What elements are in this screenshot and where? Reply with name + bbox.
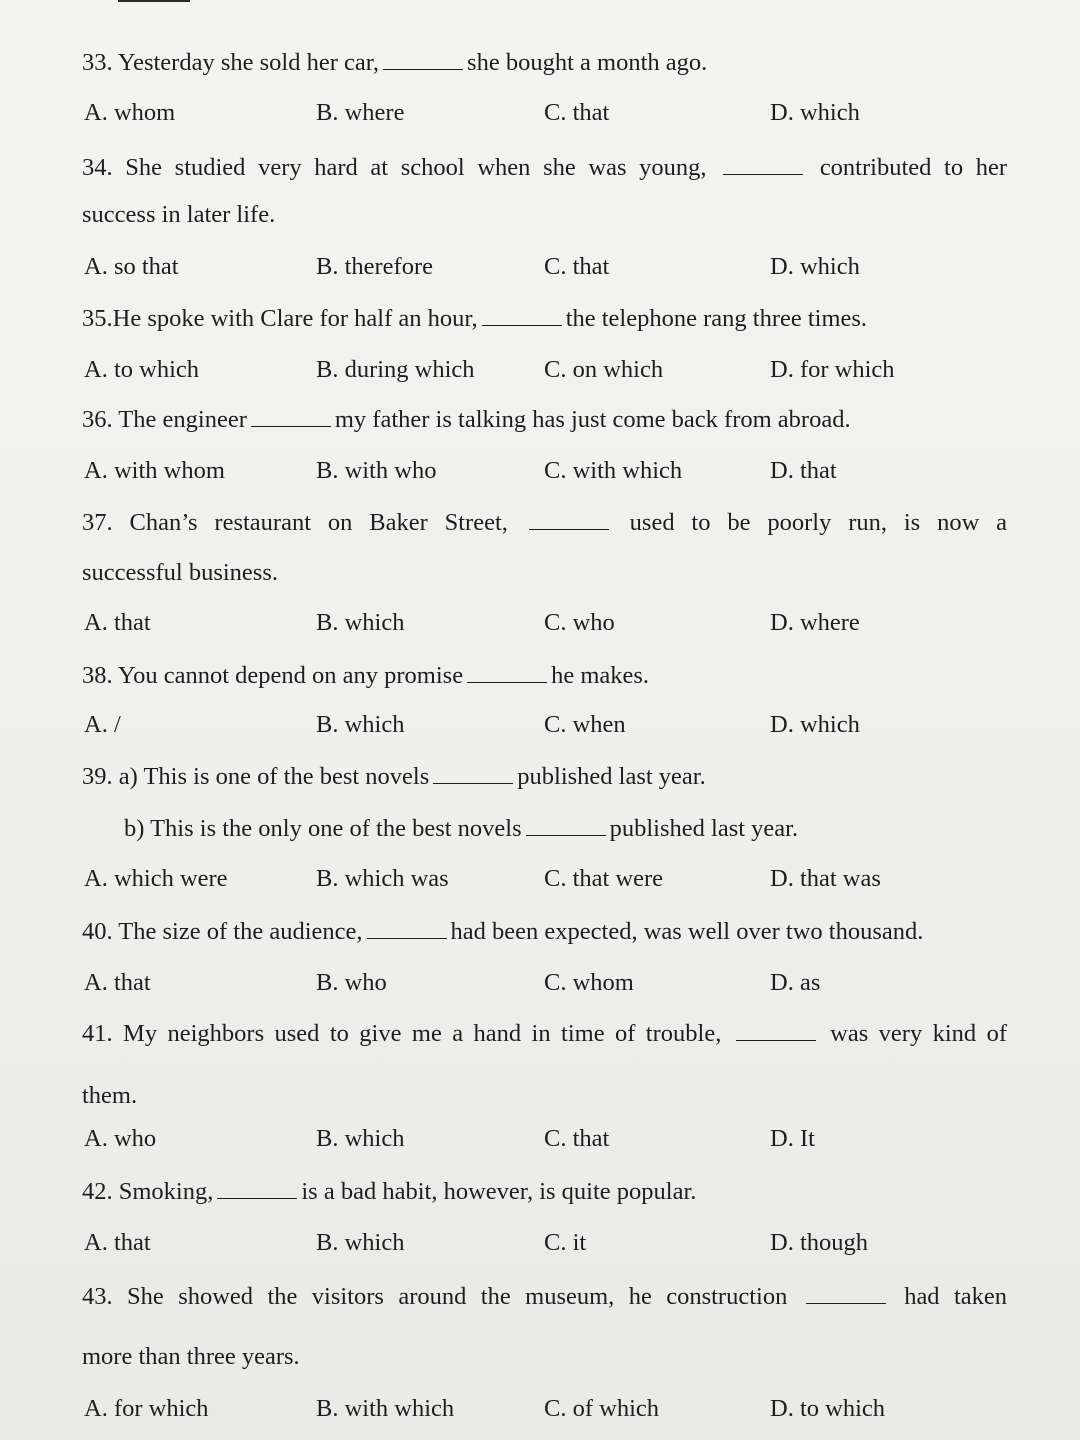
options-37 [82,608,1007,640]
option-c: C. whom [544,969,634,996]
option-d: D. which [770,711,860,738]
option-d: D. for which [770,356,895,383]
question-42 [82,1176,1007,1206]
answer-blank [526,813,606,836]
question-37-continued [82,558,1007,587]
question-text: 34. She studied very hard at school when she was young, [82,154,707,181]
question-text: 35.He spoke with Clare for half an hour, [82,305,478,332]
question-text: published last year. [609,815,799,842]
option-a: A. so that [84,253,179,280]
option-d: D. that was [770,865,881,892]
answer-blank [467,660,547,683]
question-39b [124,813,1049,843]
answer-blank [529,507,609,530]
question-text: 41. My neighbors used to give me a hand in time of trouble, [82,1020,722,1047]
option-c: C. of which [544,1395,659,1422]
question-text: 43. She showed the visitors around the museum, he construction [82,1283,788,1310]
question-text: successful business. [82,559,278,586]
option-b: B. therefore [316,253,433,280]
question-text: 38. You cannot depend on any promise [82,662,464,689]
option-d: D. where [770,609,860,636]
question-text: 40. The size of the audience, [82,918,363,945]
answer-blank [723,152,803,175]
option-c: C. that were [544,865,664,892]
question-text: 33. Yesterday she sold her car, [82,49,380,76]
option-b: B. with which [316,1395,455,1422]
question-text: success in later life. [82,201,276,228]
option-b: B. where [316,99,405,126]
option-a: A. whom [84,99,176,126]
question-text: the telephone rang three times. [565,305,868,332]
options-33 [82,98,1007,130]
top-rule [118,0,190,2]
option-b: B. which was [316,865,449,892]
option-d: D. which [770,253,860,280]
options-41 [82,1124,1007,1156]
question-33 [82,47,1007,77]
option-a: A. to which [84,356,199,383]
option-a: A. that [84,1229,151,1256]
question-41-continued [82,1081,1007,1110]
question-36 [82,404,1007,434]
question-41 [82,1018,1007,1048]
question-text: b) This is the only one of the best novels [124,815,522,842]
option-b: B. which [316,1229,405,1256]
question-text: was very kind of [830,1020,1008,1047]
answer-blank [482,303,562,326]
answer-blank [736,1018,816,1041]
question-text: my father is talking has just come back from abroad. [334,406,851,433]
option-a: A. which were [84,865,228,892]
question-text: them. [82,1082,138,1109]
answer-blank [217,1176,297,1199]
option-c: C. that [544,253,610,280]
question-text: had taken [904,1283,1008,1310]
question-text: more than three years. [82,1343,300,1370]
question-text: she bought a month ago. [467,49,708,76]
option-c: C. that [544,99,610,126]
options-35 [82,355,1007,387]
option-d: D. as [770,969,821,996]
question-39a [82,761,1007,791]
question-38 [82,660,1007,690]
option-c: C. that [544,1125,610,1152]
option-d: D. to which [770,1395,885,1422]
answer-blank [383,47,463,70]
options-43 [82,1394,1007,1426]
option-b: B. who [316,969,387,996]
option-b: B. which [316,711,405,738]
question-text: 39. a) This is one of the best novels [82,763,430,790]
question-34 [82,152,1007,182]
answer-blank [806,1281,886,1304]
question-37 [82,507,1007,537]
options-34 [82,252,1007,284]
option-b: B. during which [316,356,475,383]
answer-blank [367,916,447,939]
question-text: he makes. [551,662,650,689]
question-text: had been expected, was well over two thousand. [450,918,924,945]
option-c: C. with which [544,457,683,484]
option-d: D. which [770,99,860,126]
options-38 [82,710,1007,742]
question-text: used to be poorly run, is now a [629,509,1008,536]
question-text: 37. Chan’s restaurant on Baker Street, [82,509,508,536]
question-text: published last year. [517,763,706,790]
options-36 [82,456,1007,488]
option-a: A. who [84,1125,157,1152]
option-c: C. who [544,609,615,636]
options-39 [82,864,1007,896]
option-a: A. / [84,711,121,738]
question-text: 42. Smoking, [82,1178,214,1205]
option-d: D. It [770,1125,815,1152]
answer-blank [251,404,331,427]
question-text: is a bad habit, however, is quite popular. [301,1178,697,1205]
question-34-continued [82,200,1007,229]
option-b: B. with who [316,457,437,484]
option-a: A. that [84,969,151,996]
option-a: A. that [84,609,151,636]
question-text: 36. The engineer [82,406,247,433]
question-35 [82,303,1007,333]
options-40 [82,968,1007,1000]
option-a: A. for which [84,1395,209,1422]
question-43 [82,1281,1007,1311]
option-c: C. on which [544,356,664,383]
options-42 [82,1228,1007,1260]
option-c: C. it [544,1229,587,1256]
option-a: A. with whom [84,457,225,484]
option-b: B. which [316,609,405,636]
option-d: D. though [770,1229,868,1256]
option-b: B. which [316,1125,405,1152]
question-text: contributed to her [819,154,1008,181]
question-43-continued [82,1342,1007,1371]
option-d: D. that [770,457,837,484]
option-c: C. when [544,711,626,738]
answer-blank [433,761,513,784]
question-40 [82,916,1007,946]
